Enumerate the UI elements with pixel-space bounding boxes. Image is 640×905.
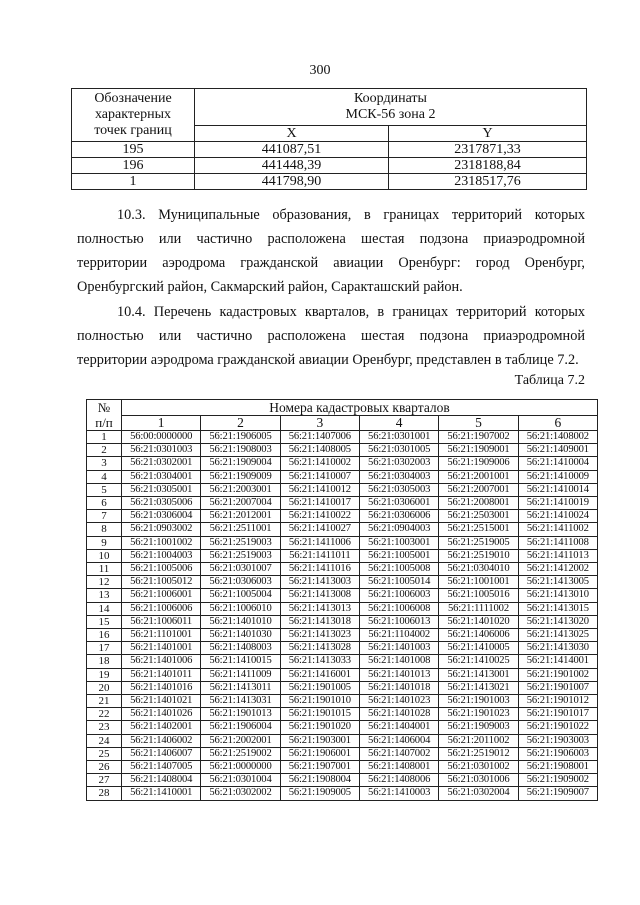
cadastral-number-cell: 56:21:1413008 — [280, 589, 359, 602]
cadastral-number-cell: 56:21:1413023 — [280, 629, 359, 642]
cadastral-number-cell: 56:21:1906001 — [280, 747, 359, 760]
cadastral-number-cell: 56:21:1401008 — [359, 655, 438, 668]
header-left-line: Обозначение — [94, 91, 172, 106]
cadastral-number-cell: 56:21:2002001 — [201, 734, 280, 747]
x-cell: 441448,39 — [195, 158, 389, 174]
paragraph-line: полностью или частично расположена шестая подзона приаэродромной — [77, 328, 585, 344]
cadastral-number-cell: 56:21:1005016 — [439, 589, 518, 602]
cadastral-number-cell: 56:21:2519003 — [201, 536, 280, 549]
row-number-cell: 27 — [87, 774, 122, 787]
row-number-cell: 17 — [87, 642, 122, 655]
cadastral-number-cell: 56:21:1901013 — [201, 708, 280, 721]
cadastral-number-cell: 56:21:1411011 — [280, 549, 359, 562]
row-number-cell: 5 — [87, 483, 122, 496]
cadastral-number-cell: 56:21:1413033 — [280, 655, 359, 668]
cadastral-number-cell: 56:21:1410019 — [518, 497, 597, 510]
coord-row — [72, 174, 587, 190]
header-coordinates — [195, 89, 587, 126]
cadastral-number-cell: 56:21:0302003 — [359, 457, 438, 470]
table-row — [87, 602, 598, 615]
paragraph-line: территории аэродрома гражданской авиации Оренбург, представлен в таблице 7.2. — [77, 352, 579, 368]
table-row — [87, 629, 598, 642]
cadastral-number-cell: 56:21:1901020 — [280, 721, 359, 734]
cadastral-number-cell: 56:21:1410017 — [280, 497, 359, 510]
paragraph-line: территории аэродрома гражданской авиации Оренбург: город Оренбург, — [77, 255, 585, 271]
cadastral-number-cell: 56:21:2519005 — [439, 536, 518, 549]
table-row — [87, 774, 598, 787]
cadastral-number-cell: 56:21:2515001 — [439, 523, 518, 536]
cadastral-number-cell: 56:21:1404001 — [359, 721, 438, 734]
cadastral-number-cell: 56:21:1411006 — [280, 536, 359, 549]
cadastral-number-cell: 56:21:1410004 — [518, 457, 597, 470]
cadastral-number-cell: 56:21:1104002 — [359, 629, 438, 642]
cadastral-number-cell: 56:21:1906005 — [201, 431, 280, 444]
header-x: X — [195, 126, 389, 142]
table-row — [87, 510, 598, 523]
row-number-cell: 12 — [87, 576, 122, 589]
cadastral-number-cell: 56:21:1903001 — [280, 734, 359, 747]
cadastral-number-cell: 56:21:1401006 — [122, 655, 201, 668]
cadastral-number-cell: 56:21:1401023 — [359, 695, 438, 708]
cadastral-number-cell: 56:21:1005004 — [201, 589, 280, 602]
cadastral-number-cell: 56:21:1901012 — [518, 695, 597, 708]
table-row — [87, 695, 598, 708]
row-number-cell: 21 — [87, 695, 122, 708]
table-row — [87, 523, 598, 536]
table-row — [87, 721, 598, 734]
table-row — [87, 536, 598, 549]
table-row — [87, 483, 598, 496]
row-number-cell: 3 — [87, 457, 122, 470]
cadastral-number-cell: 56:21:1401021 — [122, 695, 201, 708]
cadastral-number-cell: 56:21:1003001 — [359, 536, 438, 549]
table-row — [87, 655, 598, 668]
cadastral-number-cell: 56:21:1408005 — [280, 444, 359, 457]
table-row — [87, 747, 598, 760]
cadastral-number-cell: 56:21:1907002 — [439, 431, 518, 444]
cadastral-number-cell: 56:21:1401013 — [359, 668, 438, 681]
cadastral-number-cell: 56:21:0306001 — [359, 497, 438, 510]
cadastral-number-cell: 56:21:1901005 — [280, 681, 359, 694]
cadastral-number-cell: 56:21:0903002 — [122, 523, 201, 536]
cadastral-number-cell: 56:21:1006003 — [359, 589, 438, 602]
table-row — [87, 787, 598, 800]
paragraph-line: 10.4. Перечень кадастровых кварталов, в границах территорий которых — [117, 304, 585, 320]
cadastral-number-cell: 56:21:1413018 — [280, 615, 359, 628]
cadastral-number-cell: 56:21:1401030 — [201, 629, 280, 642]
cadastral-number-cell: 56:21:1410005 — [439, 642, 518, 655]
row-number-cell: 23 — [87, 721, 122, 734]
cadastral-number-cell: 56:21:1410002 — [280, 457, 359, 470]
cadastral-number-cell: 56:21:1006011 — [122, 615, 201, 628]
coordinates-table — [71, 88, 587, 190]
cadastral-number-cell: 56:21:1901023 — [439, 708, 518, 721]
coord-row — [72, 158, 587, 174]
row-number-cell: 26 — [87, 761, 122, 774]
header-number-line: п/п — [95, 415, 113, 430]
cadastral-number-cell: 56:21:1006008 — [359, 602, 438, 615]
cadastral-number-cell: 56:21:1413005 — [518, 576, 597, 589]
cadastral-number-cell: 56:21:1111002 — [439, 602, 518, 615]
cadastral-number-cell: 56:21:1006001 — [122, 589, 201, 602]
header-coords-line: МСК-56 зона 2 — [345, 107, 436, 122]
cadastral-number-cell: 56:21:1411013 — [518, 549, 597, 562]
cadastral-number-cell: 56:21:1901017 — [518, 708, 597, 721]
cadastral-number-cell: 56:21:0304003 — [359, 470, 438, 483]
cadastral-number-cell: 56:21:1906003 — [518, 747, 597, 760]
cadastral-number-cell: 56:21:1410025 — [439, 655, 518, 668]
cadastral-number-cell: 56:21:1901002 — [518, 668, 597, 681]
table-row — [87, 642, 598, 655]
cadastral-number-cell: 56:21:0302001 — [122, 457, 201, 470]
cadastral-number-cell: 56:21:1413031 — [201, 695, 280, 708]
cadastral-number-cell: 56:21:0306006 — [359, 510, 438, 523]
table-row — [87, 444, 598, 457]
cadastral-number-cell: 56:21:1909006 — [439, 457, 518, 470]
column-number: 1 — [122, 416, 201, 431]
cadastral-number-cell: 56:21:1001002 — [122, 536, 201, 549]
cadastral-number-cell: 56:21:0304010 — [439, 563, 518, 576]
cadastral-number-cell: 56:21:1410024 — [518, 510, 597, 523]
cadastral-number-cell: 56:21:1410027 — [280, 523, 359, 536]
row-number-cell: 10 — [87, 549, 122, 562]
cadastral-number-cell: 56:21:2519012 — [439, 747, 518, 760]
cadastral-number-cell: 56:21:1901003 — [439, 695, 518, 708]
cadastral-number-cell: 56:21:2012001 — [201, 510, 280, 523]
cadastral-number-cell: 56:21:1006013 — [359, 615, 438, 628]
cadastral-number-cell: 56:21:0305001 — [122, 483, 201, 496]
cadastral-number-cell: 56:21:1908001 — [518, 761, 597, 774]
header-coords-line: Координаты — [354, 91, 427, 106]
cadastral-number-cell: 56:21:2008001 — [439, 497, 518, 510]
cadastral-number-cell: 56:21:1413028 — [280, 642, 359, 655]
cadastral-number-cell: 56:21:1005008 — [359, 563, 438, 576]
column-number: 4 — [359, 416, 438, 431]
cadastral-number-cell: 56:21:1406007 — [122, 747, 201, 760]
cadastral-number-cell: 56:21:1005001 — [359, 549, 438, 562]
header-point-designation — [72, 89, 195, 142]
cadastral-table — [86, 399, 598, 801]
cadastral-number-cell: 56:21:1407006 — [280, 431, 359, 444]
paragraph-10-4 — [77, 300, 585, 372]
row-number-cell: 25 — [87, 747, 122, 760]
y-cell: 2318517,76 — [389, 174, 587, 190]
cadastral-number-cell: 56:21:1413011 — [201, 681, 280, 694]
cadastral-number-cell: 56:00:0000000 — [122, 431, 201, 444]
cadastral-number-cell: 56:21:1406004 — [359, 734, 438, 747]
cadastral-number-cell: 56:21:1413003 — [280, 576, 359, 589]
coordinates-body — [72, 142, 587, 190]
cadastral-number-cell: 56:21:1909004 — [201, 457, 280, 470]
cadastral-number-cell: 56:21:1401011 — [122, 668, 201, 681]
row-number-cell: 18 — [87, 655, 122, 668]
table-row — [87, 761, 598, 774]
cadastral-number-cell: 56:21:1901010 — [280, 695, 359, 708]
cadastral-number-cell: 56:21:1408006 — [359, 774, 438, 787]
point-id-cell: 196 — [72, 158, 195, 174]
cadastral-number-cell: 56:21:1406002 — [122, 734, 201, 747]
table-label: Таблица 7.2 — [514, 373, 585, 388]
cadastral-number-cell: 56:21:1410007 — [280, 470, 359, 483]
coord-row — [72, 142, 587, 158]
row-number-cell: 7 — [87, 510, 122, 523]
table-row — [87, 497, 598, 510]
cadastral-number-cell: 56:21:1909007 — [518, 787, 597, 800]
cadastral-number-cell: 56:21:1410012 — [280, 483, 359, 496]
cadastral-number-cell: 56:21:2519002 — [201, 747, 280, 760]
cadastral-number-cell: 56:21:1413001 — [439, 668, 518, 681]
table-row — [87, 549, 598, 562]
cadastral-number-cell: 56:21:1411016 — [280, 563, 359, 576]
cadastral-body — [87, 431, 598, 801]
row-number-cell: 9 — [87, 536, 122, 549]
cadastral-number-cell: 56:21:1410009 — [518, 470, 597, 483]
cadastral-number-cell: 56:21:1903003 — [518, 734, 597, 747]
paragraph-line: Оренбургский район, Сакмарский район, Саракташский район. — [77, 279, 463, 295]
cadastral-number-cell: 56:21:0301003 — [122, 444, 201, 457]
header-cadastral-title: Номера кадастровых кварталов — [122, 400, 598, 416]
cadastral-number-cell: 56:21:1005012 — [122, 576, 201, 589]
cadastral-number-cell: 56:21:1401010 — [201, 615, 280, 628]
cadastral-number-cell: 56:21:1005006 — [122, 563, 201, 576]
header-number — [87, 400, 122, 431]
cadastral-number-cell: 56:21:1407002 — [359, 747, 438, 760]
cadastral-number-cell: 56:21:1410022 — [280, 510, 359, 523]
row-number-cell: 2 — [87, 444, 122, 457]
cadastral-number-cell: 56:21:1909003 — [439, 721, 518, 734]
cadastral-number-cell: 56:21:0306003 — [201, 576, 280, 589]
cadastral-number-cell: 56:21:2007004 — [201, 497, 280, 510]
row-number-cell: 4 — [87, 470, 122, 483]
header-left-line: характерных — [94, 107, 172, 122]
cadastral-number-cell: 56:21:1101001 — [122, 629, 201, 642]
header-y: Y — [389, 126, 587, 142]
cadastral-number-cell: 56:21:1413015 — [518, 602, 597, 615]
cadastral-number-cell: 56:21:2519010 — [439, 549, 518, 562]
cadastral-number-cell: 56:21:1409001 — [518, 444, 597, 457]
cadastral-number-cell: 56:21:1410015 — [201, 655, 280, 668]
row-number-cell: 24 — [87, 734, 122, 747]
paragraph-line: 10.3. Муниципальные образования, в границах территорий которых — [117, 207, 585, 223]
column-number: 5 — [439, 416, 518, 431]
cadastral-number-cell: 56:21:0302002 — [201, 787, 280, 800]
cadastral-number-cell: 56:21:1413021 — [439, 681, 518, 694]
cadastral-number-cell: 56:21:1407005 — [122, 761, 201, 774]
table-row — [87, 576, 598, 589]
cadastral-number-cell: 56:21:2519003 — [201, 549, 280, 562]
cadastral-number-cell: 56:21:0301005 — [359, 444, 438, 457]
cadastral-number-cell: 56:21:1909001 — [439, 444, 518, 457]
header-left-line: точек границ — [94, 123, 172, 138]
cadastral-number-cell: 56:21:1908003 — [201, 444, 280, 457]
cadastral-number-cell: 56:21:0000000 — [201, 761, 280, 774]
table-row — [87, 681, 598, 694]
x-cell: 441087,51 — [195, 142, 389, 158]
cadastral-number-cell: 56:21:1901015 — [280, 708, 359, 721]
row-number-cell: 6 — [87, 497, 122, 510]
table-row — [87, 615, 598, 628]
cadastral-number-cell: 56:21:2003001 — [201, 483, 280, 496]
cadastral-number-cell: 56:21:1413030 — [518, 642, 597, 655]
cadastral-number-cell: 56:21:1908004 — [280, 774, 359, 787]
cadastral-number-cell: 56:21:1909002 — [518, 774, 597, 787]
cadastral-number-cell: 56:21:0304001 — [122, 470, 201, 483]
row-number-cell: 13 — [87, 589, 122, 602]
cadastral-number-cell: 56:21:1401003 — [359, 642, 438, 655]
row-number-cell: 22 — [87, 708, 122, 721]
cadastral-number-cell: 56:21:1408003 — [201, 642, 280, 655]
column-number: 6 — [518, 416, 597, 431]
row-number-cell: 16 — [87, 629, 122, 642]
table-row — [87, 431, 598, 444]
x-cell: 441798,90 — [195, 174, 389, 190]
cadastral-number-cell: 56:21:0301002 — [439, 761, 518, 774]
row-number-cell: 15 — [87, 615, 122, 628]
paragraph-10-3 — [77, 203, 585, 299]
cadastral-number-cell: 56:21:1401016 — [122, 681, 201, 694]
cadastral-number-cell: 56:21:1408001 — [359, 761, 438, 774]
table-row — [87, 589, 598, 602]
cadastral-number-cell: 56:21:2511001 — [201, 523, 280, 536]
y-cell: 2317871,33 — [389, 142, 587, 158]
cadastral-number-cell: 56:21:1414001 — [518, 655, 597, 668]
cadastral-number-cell: 56:21:2503001 — [439, 510, 518, 523]
cadastral-number-cell: 56:21:1401028 — [359, 708, 438, 721]
column-number: 3 — [280, 416, 359, 431]
cadastral-number-cell: 56:21:1401018 — [359, 681, 438, 694]
cadastral-number-cell: 56:21:1410014 — [518, 483, 597, 496]
cadastral-number-cell: 56:21:0305006 — [122, 497, 201, 510]
row-number-cell: 14 — [87, 602, 122, 615]
row-number-cell: 28 — [87, 787, 122, 800]
cadastral-number-cell: 56:21:1006010 — [201, 602, 280, 615]
cadastral-number-cell: 56:21:1401020 — [439, 615, 518, 628]
cadastral-number-cell: 56:21:1907001 — [280, 761, 359, 774]
cadastral-number-cell: 56:21:1413020 — [518, 615, 597, 628]
point-id-cell: 1 — [72, 174, 195, 190]
cadastral-number-cell: 56:21:1901007 — [518, 681, 597, 694]
table-row — [87, 470, 598, 483]
cadastral-number-cell: 56:21:0301006 — [439, 774, 518, 787]
cadastral-number-cell: 56:21:1909005 — [280, 787, 359, 800]
cadastral-number-cell: 56:21:1410001 — [122, 787, 201, 800]
cadastral-number-cell: 56:21:1402001 — [122, 721, 201, 734]
cadastral-number-cell: 56:21:0904003 — [359, 523, 438, 536]
point-id-cell: 195 — [72, 142, 195, 158]
cadastral-number-cell: 56:21:1416001 — [280, 668, 359, 681]
cadastral-number-cell: 56:21:1005014 — [359, 576, 438, 589]
cadastral-number-cell: 56:21:1909009 — [201, 470, 280, 483]
row-number-cell: 20 — [87, 681, 122, 694]
table-row — [87, 563, 598, 576]
cadastral-number-cell: 56:21:1406006 — [439, 629, 518, 642]
row-number-cell: 11 — [87, 563, 122, 576]
row-number-cell: 1 — [87, 431, 122, 444]
paragraph-line: полностью или частично расположена шестая подзона приаэродромной — [77, 231, 585, 247]
column-number-row — [87, 416, 598, 431]
cadastral-number-cell: 56:21:1411008 — [518, 536, 597, 549]
cadastral-number-cell: 56:21:2011002 — [439, 734, 518, 747]
cadastral-number-cell: 56:21:0301007 — [201, 563, 280, 576]
cadastral-number-cell: 56:21:0302004 — [439, 787, 518, 800]
y-cell: 2318188,84 — [389, 158, 587, 174]
cadastral-number-cell: 56:21:1004003 — [122, 549, 201, 562]
cadastral-number-cell: 56:21:0306004 — [122, 510, 201, 523]
cadastral-number-cell: 56:21:0305003 — [359, 483, 438, 496]
table-row — [87, 734, 598, 747]
cadastral-number-cell: 56:21:1408004 — [122, 774, 201, 787]
cadastral-number-cell: 56:21:1906004 — [201, 721, 280, 734]
cadastral-number-cell: 56:21:1001001 — [439, 576, 518, 589]
row-number-cell: 8 — [87, 523, 122, 536]
cadastral-number-cell: 56:21:1411009 — [201, 668, 280, 681]
page-number: 300 — [309, 63, 331, 78]
cadastral-number-cell: 56:21:0301004 — [201, 774, 280, 787]
cadastral-number-cell: 56:21:2007001 — [439, 483, 518, 496]
row-number-cell: 19 — [87, 668, 122, 681]
cadastral-number-cell: 56:21:1006006 — [122, 602, 201, 615]
header-number-line: № — [97, 400, 111, 415]
cadastral-number-cell: 56:21:1412002 — [518, 563, 597, 576]
table-row — [87, 708, 598, 721]
cadastral-number-cell: 56:21:1413025 — [518, 629, 597, 642]
cadastral-number-cell: 56:21:1401026 — [122, 708, 201, 721]
table-row — [87, 457, 598, 470]
table-row — [87, 668, 598, 681]
cadastral-number-cell: 56:21:2001001 — [439, 470, 518, 483]
cadastral-number-cell: 56:21:1411002 — [518, 523, 597, 536]
cadastral-number-cell: 56:21:1401001 — [122, 642, 201, 655]
cadastral-number-cell: 56:21:1410003 — [359, 787, 438, 800]
column-number: 2 — [201, 416, 280, 431]
cadastral-number-cell: 56:21:1413010 — [518, 589, 597, 602]
cadastral-number-cell: 56:21:1408002 — [518, 431, 597, 444]
cadastral-number-cell: 56:21:1413013 — [280, 602, 359, 615]
cadastral-number-cell: 56:21:1901022 — [518, 721, 597, 734]
cadastral-number-cell: 56:21:0301001 — [359, 431, 438, 444]
